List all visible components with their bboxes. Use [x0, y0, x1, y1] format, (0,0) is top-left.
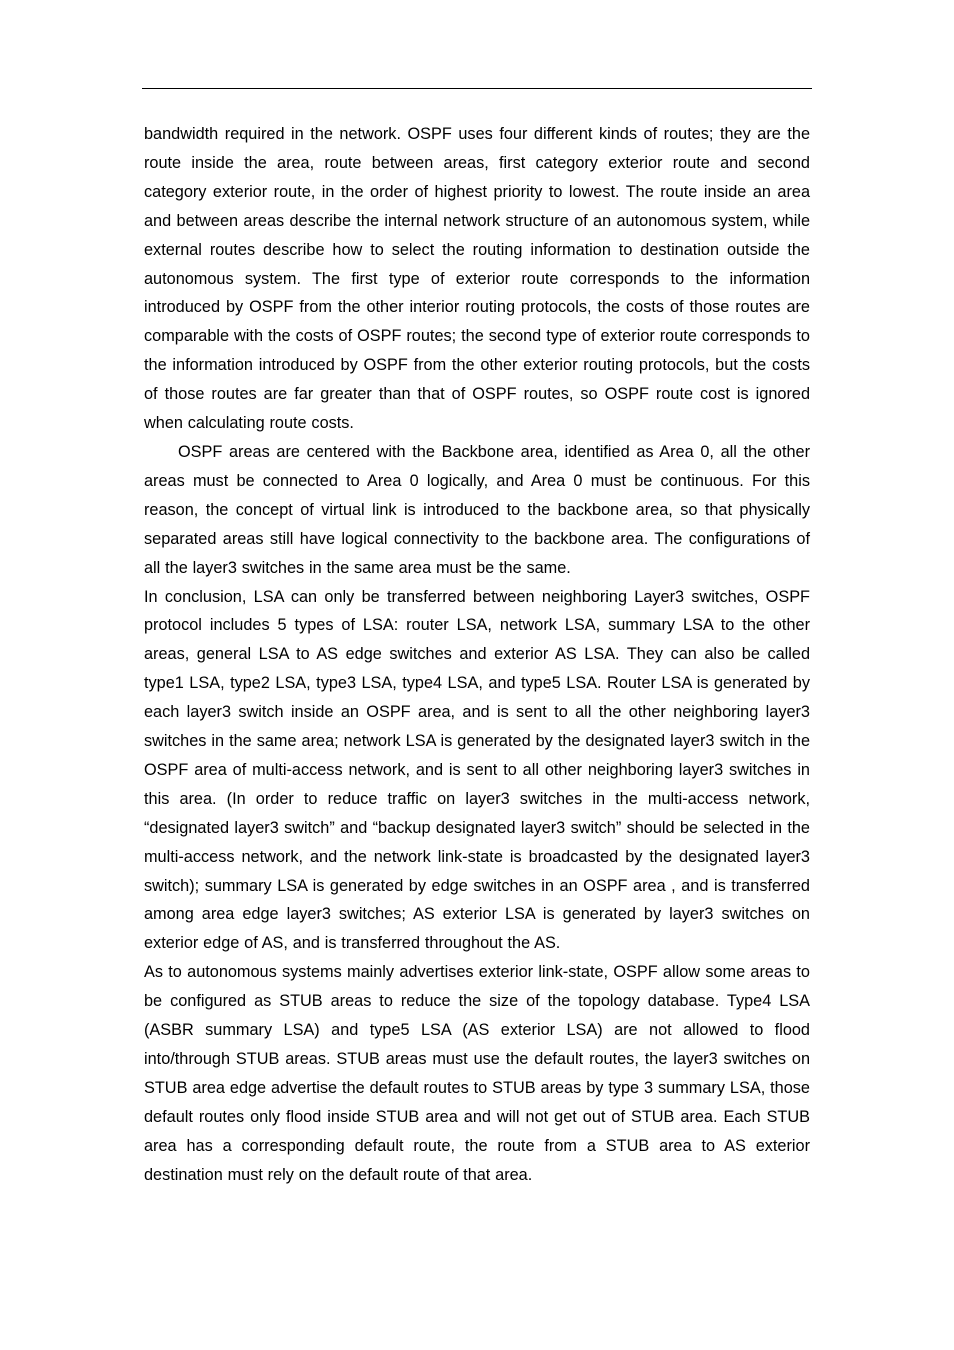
paragraph-stub-areas: As to autonomous systems mainly advertises exterior link-state, OSPF allow some areas to be configured as STUB areas to reduce the size of the topology database. Type4 LSA (ASBR summary LSA) and type5 LSA (AS exterior LSA) are not allowed to flood into/through STUB areas. STUB areas must use the default routes, the layer3 switches on STUB area edge advertise the default routes to STUB areas by type 3 summary LSA, those default routes only flood inside STUB area and will not get out of STUB area. Each STUB area has a corresponding default route, the route from a STUB area to AS exterior destination must rely on the default route of that area.: [144, 963, 810, 1184]
document-body: [144, 120, 810, 1190]
paragraph-lsa-types: In conclusion, LSA can only be transferred between neighboring Layer3 switches, OSPF protocol includes 5 types of LSA: router LSA, network LSA, summary LSA to the other areas, general LSA to AS edge switches and exterior AS LSA. They can also be called type1 LSA, type2 LSA, type3 LSA, type4 LSA, and type5 LSA. Router LSA is generated by each layer3 switch inside an OSPF area, and is sent to all the other neighboring layer3 switches in the same area; network LSA is generated by the designated layer3 switch in the OSPF area of multi-access network, and is sent to all other neighboring layer3 switches in this area. (In order to reduce traffic on layer3 switches in the multi-access network, “designated layer3 switch” and “backup designated layer3 switch” should be selected in the multi-access network, and the network link-state is broadcasted by the designated layer3 switch); summary LSA is generated by edge switches in an OSPF area , and is transferred among area edge layer3 switches; AS exterior LSA is generated by layer3 switches on exterior edge of AS, and is transferred throughout the AS.: [144, 587, 810, 953]
paragraph-backbone-area: OSPF areas are centered with the Backbone area, identified as Area 0, all the other areas must be connected to Area 0 logically, and Area 0 must be continuous. For this reason, the concept of virtual link is introduced to the backbone area, so that physically separated areas still have logical connectivity to the backbone area. The configurations of all the layer3 switches in the same area must be the same.: [144, 442, 810, 577]
paragraph-route-types: bandwidth required in the network. OSPF uses four different kinds of routes; they are the route inside the area, route between areas, first category exterior route and second category exterior route, in the order of highest priority to lowest. The route inside an area and between areas describe the internal network structure of an autonomous system, while external routes describe how to select the routing information to destination outside the autonomous system. The first type of exterior route corresponds to the information introduced by OSPF from the other interior routing protocols, the costs of those routes are comparable with the costs of OSPF routes; the second type of exterior route corresponds to the information introduced by OSPF from the other exterior routing protocols, but the costs of those routes are far greater than that of OSPF routes, so OSPF route cost is ignored when calculating route costs.: [144, 125, 810, 433]
header-rule: [142, 88, 812, 89]
